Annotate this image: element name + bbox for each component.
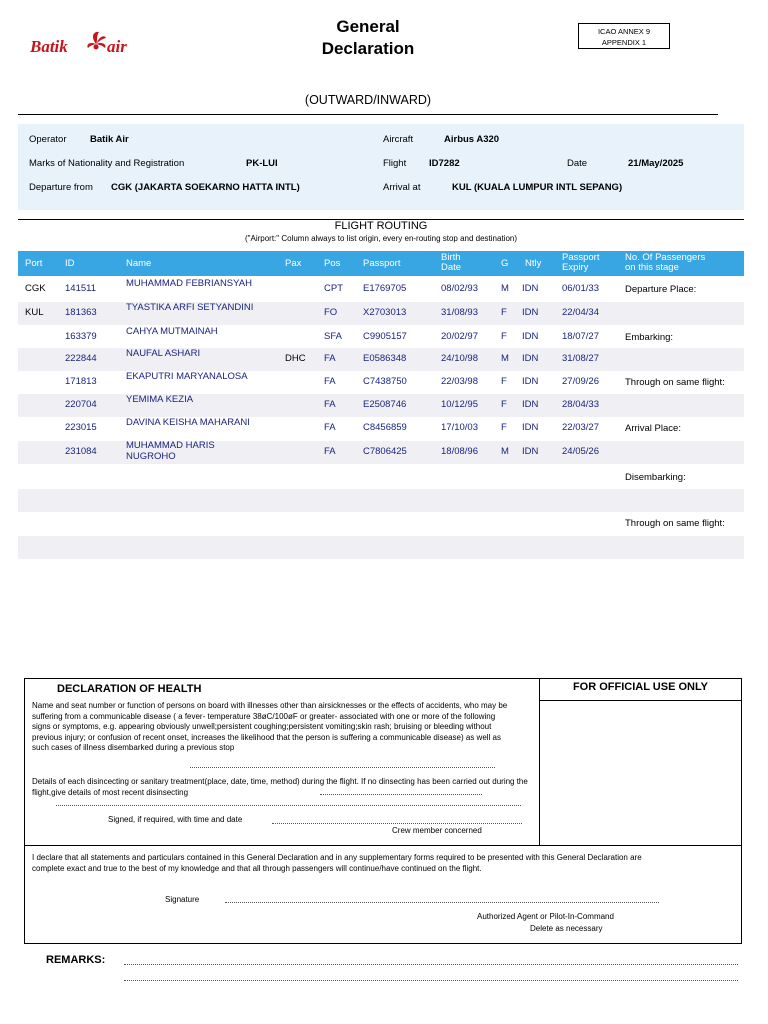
col-gender: G [501,258,509,269]
cell-stage: Through on same flight: [625,377,725,388]
cell-stage: Arrival Place: [625,423,681,434]
table-row [18,326,744,349]
operator-value: Batik Air [90,134,129,145]
date-value: 21/May/2025 [628,158,684,169]
cell-id: 220704 [65,399,97,410]
col-birth-line-1: Birth [441,252,461,263]
cell-id: 141511 [65,283,96,294]
cell-expiry: 18/07/27 [562,331,599,342]
cell-id: 223015 [65,422,97,433]
cell-id: 222844 [65,353,97,364]
official-use-title-line [539,700,742,701]
divider-top [18,114,718,115]
cell-id: 231084 [65,446,97,457]
cell-g: F [501,399,507,410]
health-paragraph-disinsecting: Details of each disincecting or sanitary treatment(place, date, time, method) during the flight. If no dinsecting has been carried out during the flight,give details of most recent disinsecting [32,777,528,797]
cell-birth: 20/02/97 [441,331,478,342]
col-passengers-line-2: on this stage [625,262,679,273]
cell-birth: 22/03/98 [441,376,478,387]
flight-value: ID7282 [429,158,460,169]
cell-stage: Departure Place: [625,284,697,295]
cell-ntly: IDN [522,446,539,457]
col-birth-line-2: Date [441,262,462,273]
cell-name1: MUHAMMAD HARIS [126,440,215,451]
departure-label: Departure from [29,182,93,193]
cell-birth: 17/10/03 [441,422,478,433]
official-use-divider [539,678,540,845]
annex-line-2: APPENDIX 1 [601,38,647,47]
cell-port: CGK [25,283,46,294]
cell-passport: E0586348 [363,353,407,364]
remarks-label: REMARKS: [46,954,106,966]
health-declaration-title: DECLARATION OF HEALTH [57,683,202,695]
col-passport: Passport [363,258,401,269]
table-row [18,489,744,512]
cell-name1: CAHYA MUTMAINAH [126,326,218,337]
disinsecting-fill-line-1 [320,794,482,795]
arrival-label: Arrival at [383,182,421,193]
table-row [18,278,744,301]
cell-port: KUL [25,307,44,318]
col-expiry [562,253,600,273]
cell-g: F [501,376,507,387]
registration-label: Marks of Nationality and Registration [29,158,185,169]
table-row [18,417,744,440]
signature-field[interactable] [225,902,659,903]
title-line-2: Declaration [321,39,415,58]
cell-passport: E1769705 [363,283,407,294]
col-name: Name [126,258,152,269]
cell-ntly: IDN [522,422,539,433]
col-expiry-line-2: Expiry [562,262,589,273]
cell-expiry: 22/04/34 [562,307,599,318]
cell-name1: YEMIMA KEZIA [126,394,194,405]
cell-birth: 31/08/93 [441,307,478,318]
cell-expiry: 31/08/27 [562,353,599,364]
title-line-1: General [336,17,400,36]
declaration-statement: I declare that all statements and particulars contained in this General Declaration and in any supplementary forms required to be presented with this General Declaration are complete exact and true to the best of my knowledge and that all through passengers will continue/have continued on the flight. [32,853,642,873]
cell-ntly: IDN [522,376,539,387]
cell-stage: Embarking: [625,332,674,343]
document-title [300,16,436,60]
table-row [18,348,744,371]
cell-passport: C8456859 [363,422,407,433]
cell-passport: C9905157 [363,331,407,342]
aircraft-value: Airbus A320 [444,134,500,145]
declaration-divider [24,845,742,846]
cell-ntly: IDN [522,283,539,294]
crew-table-header [18,251,744,276]
annex-line-1: ICAO ANNEX 9 [597,27,651,36]
icao-annex-box [578,23,670,49]
authorized-agent-label: Authorized Agent or Pilot-In-Command [477,912,614,921]
cell-ntly: IDN [522,307,539,318]
col-passengers [625,253,705,273]
flight-routing-title: FLIGHT ROUTING [334,220,428,232]
departure-value: CGK (JAKARTA SOEKARNO HATTA INTL) [111,182,300,193]
table-row [18,441,744,464]
col-port: Port [25,258,43,269]
cell-id: 181363 [65,307,97,318]
logo-text-right: air [107,37,127,56]
signed-fill-line [272,823,522,824]
cell-birth: 10/12/95 [441,399,478,410]
cell-ntly: IDN [522,331,539,342]
cell-ntly: IDN [522,353,539,364]
cell-pos: FA [324,353,336,364]
cell-g: F [501,331,507,342]
cell-g: F [501,307,507,318]
col-pax: Pax [285,258,302,269]
batik-air-logo [30,30,150,62]
logo-text-left: Batik [30,37,68,56]
disinsecting-fill-line-2 [56,805,521,806]
cell-name1: TYASTIKA ARFI SETYANDINI [126,302,254,313]
table-row [18,466,744,489]
table-row [18,536,744,559]
health-paragraph-illness: Name and seat number or function of persons on board with illnesses other than airsicknesses or the effects of accidents, who may be suffering from a communicable disease ( a fever- temperature 38øC/100øF or greater- associated with one or more of the following signs or symptoms, e.g. appearing obviously unwell;persistent coughing;persistent vomiting;skin rash; bruising or bleeding without previous injury; or confusion of recent onset, increases the likelihood that the person is suffering a communicable disease) as well as such cases of illness disembarked during a previous stop [32,701,508,752]
official-use-title: FOR OFFICIAL USE ONLY [572,681,709,693]
cell-pos: CPT [324,283,343,294]
document-subtitle: (OUTWARD/INWARD) [304,93,432,107]
cell-id: 163379 [65,331,97,342]
cell-birth: 24/10/98 [441,353,478,364]
cell-g: M [501,446,509,457]
table-row [18,302,744,325]
cell-expiry: 24/05/26 [562,446,599,457]
illness-fill-line [190,767,495,768]
cell-pax: DHC [285,353,306,364]
cell-expiry: 28/04/33 [562,399,599,410]
cell-birth: 08/02/93 [441,283,478,294]
cell-birth: 18/08/96 [441,446,478,457]
remarks-field-1[interactable] [124,964,738,965]
col-id: ID [65,258,75,269]
date-label: Date [567,158,588,169]
flight-label: Flight [383,158,407,169]
arrival-value: KUL (KUALA LUMPUR INTL SEPANG) [452,182,623,193]
delete-note: Delete as necessary [530,924,603,933]
cell-passport: C7806425 [363,446,407,457]
cell-g: M [501,353,509,364]
col-nationality: Ntly [525,258,542,269]
table-row [18,371,744,394]
crew-member-label: Crew member concerned [392,826,482,835]
cell-name1: MUHAMMAD FEBRIANSYAH [126,278,252,289]
flight-info-panel [18,124,744,210]
operator-label: Operator [29,134,67,145]
cell-name1: DAVINA KEISHA MAHARANI [126,417,250,428]
cell-name1: EKAPUTRI MARYANALOSA [126,371,248,382]
cell-pos: FA [324,446,336,457]
cell-id: 171813 [65,376,97,387]
cell-stage: Disembarking: [625,472,686,483]
signed-label: Signed, if required, with time and date [108,815,243,824]
remarks-field-2[interactable] [124,980,738,981]
cell-pos: FA [324,422,336,433]
cell-pos: SFA [324,331,342,342]
col-expiry-line-1: Passport [562,252,600,263]
cell-pos: FO [324,307,338,318]
cell-pos: FA [324,399,336,410]
table-row [18,394,744,417]
cell-name2: NUGROHO [126,451,176,462]
table-row [18,512,744,535]
cell-ntly: IDN [522,399,539,410]
cell-g: F [501,422,507,433]
signature-label: Signature [165,895,200,904]
registration-value: PK-LUI [246,158,278,169]
col-passengers-line-1: No. Of Passengers [625,252,706,263]
flight-routing-note: ("Airport:" Column always to list origin, every en-routing stop and destination) [244,234,518,243]
cell-pos: FA [324,376,336,387]
cell-g: M [501,283,509,294]
aircraft-label: Aircraft [383,134,414,145]
cell-passport: C7438750 [363,376,407,387]
cell-expiry: 06/01/33 [562,283,599,294]
cell-passport: E2508746 [363,399,407,410]
cell-name1: NAUFAL ASHARI [126,348,201,359]
col-birth [441,253,461,273]
cell-stage: Through on same flight: [625,518,725,529]
cell-passport: X2703013 [363,307,407,318]
cell-expiry: 22/03/27 [562,422,599,433]
col-pos: Pos [324,258,341,269]
cell-expiry: 27/09/26 [562,376,599,387]
